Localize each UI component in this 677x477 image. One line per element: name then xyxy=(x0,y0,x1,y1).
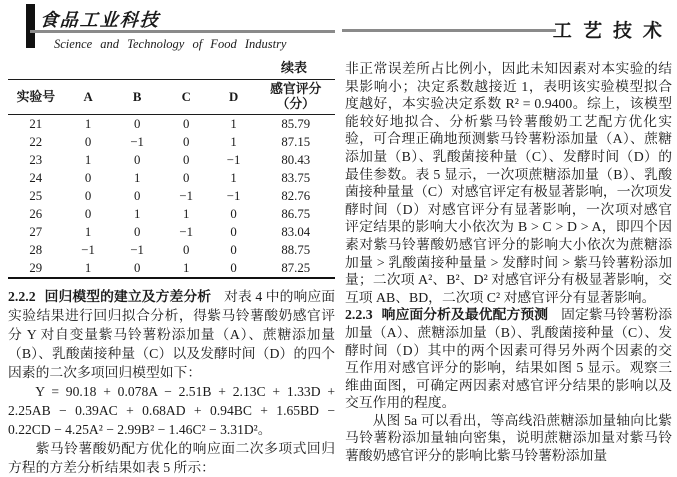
section-body-text: 固定紫马铃薯粉添加量（A）、蔗糖添加量（B）、乳酸菌接种量（C）、发酵时间（D）其中的两个因素可得另外两个因素的交互作用对感官评分的影响，结果如图 5 显示。观察三维曲面图，可确定两因素对感官评分结果的影响以及交互作用的程度。 xyxy=(345,307,673,411)
table-cell: 22 xyxy=(29,135,43,149)
table-cell: 1 xyxy=(230,171,237,185)
section-2-2-2-paragraph xyxy=(8,287,335,382)
table-cell: 0 xyxy=(230,261,237,275)
table-cell: 21 xyxy=(29,117,43,131)
table-row xyxy=(8,241,335,259)
table-cell: 28 xyxy=(29,243,43,257)
column-header: B xyxy=(132,89,142,104)
table-row xyxy=(8,151,335,169)
table-cell: 1 xyxy=(84,153,92,167)
section-body-text: 对表 4 中的响应面实验结果进行回归拟合分析，得紫马铃薯酸奶感官评分 Y 对自变量紫马铃薯粉添加量（A）、蔗糖添加量（B）、乳酸菌接种量（C）以及发酵时间（D）的四个因素的二次多项回归模型如下： xyxy=(8,289,336,380)
table-cell: 27 xyxy=(29,225,43,239)
table-cell: −1 xyxy=(81,243,95,257)
table-continued-label: 续表 xyxy=(280,60,307,75)
table-cell: 0 xyxy=(133,117,141,131)
table-row xyxy=(8,223,335,241)
table-cell: 86.75 xyxy=(281,207,311,221)
table-cell: 0 xyxy=(182,117,190,131)
table-cell: 0 xyxy=(133,261,141,275)
table-row xyxy=(8,133,335,151)
table-cell: 1 xyxy=(84,225,92,239)
regression-formula: Y = 90.18 + 0.078A − 2.51B + 2.13C + 1.33D + 2.25AB − 0.39AC + 0.68AD + 0.94BC + 1.65BD − 0.22CD − 4.25A² − 2.99B² − 1.46C² − 3.31D²。 xyxy=(8,384,335,437)
table-row xyxy=(8,259,335,278)
section-number: 2.2.3 xyxy=(345,307,373,323)
table-cell: 1 xyxy=(230,135,237,149)
left-column xyxy=(8,60,335,477)
masthead-rule-left xyxy=(30,30,335,33)
table-cell: 0 xyxy=(84,207,92,221)
table-cell: 1 xyxy=(84,261,92,275)
section-2-2-3-paragraph xyxy=(345,306,672,412)
table-cell: 0 xyxy=(182,171,190,185)
table-cell: 87.25 xyxy=(281,261,311,275)
table-cell: 82.76 xyxy=(281,189,311,203)
table-cell: −1 xyxy=(130,243,144,257)
table-cell: 26 xyxy=(29,207,43,221)
table-cell: 24 xyxy=(29,171,43,185)
table-cell: 1 xyxy=(133,171,141,185)
table-cell: 0 xyxy=(84,189,92,203)
table-cell: 0 xyxy=(84,135,92,149)
column-header: C xyxy=(181,89,191,104)
table-cell: −1 xyxy=(130,135,144,149)
table-cell: 0 xyxy=(182,243,190,257)
table-cell: 0 xyxy=(182,153,190,167)
table-cell: 1 xyxy=(182,261,190,275)
table-cell: 80.43 xyxy=(281,153,311,167)
table-row xyxy=(8,205,335,223)
table-cell: 87.15 xyxy=(281,135,311,149)
table-cell: 1 xyxy=(133,207,141,221)
table-row xyxy=(8,115,335,134)
section-label: 工艺技术 xyxy=(552,21,674,42)
masthead-rule-right xyxy=(342,29,556,32)
table-cell: 29 xyxy=(29,261,43,275)
table-cell: 85.79 xyxy=(281,117,311,131)
table-cell: 0 xyxy=(133,153,141,167)
journal-name-english: Science and Technology of Food Industry xyxy=(54,37,287,51)
column-header: 感官评分（分） xyxy=(270,82,322,111)
table-row xyxy=(8,169,335,187)
table-cell: 83.75 xyxy=(281,171,311,185)
column-header: D xyxy=(228,89,239,104)
table-header-row xyxy=(8,80,335,115)
table-cell: 0 xyxy=(133,189,141,203)
table-cell: −1 xyxy=(179,189,193,203)
table-cell: 0 xyxy=(230,225,237,239)
section-title: 回归模型的建立及方差分析 xyxy=(44,289,212,304)
table-cell: 88.75 xyxy=(281,243,311,257)
table-cell: 0 xyxy=(182,135,190,149)
table-cell: 83.04 xyxy=(281,225,311,239)
experiment-results-table xyxy=(8,79,335,279)
table-header xyxy=(8,80,335,115)
table-cell: −1 xyxy=(179,225,193,239)
table-cell: 1 xyxy=(84,117,92,131)
anova-intro-paragraph: 紫马铃薯酸奶配方优化的响应面二次多项式回归方程的方差分析结果如表 5 所示： xyxy=(8,441,335,475)
section-title: 响应面分析及最优配方预测 xyxy=(381,307,549,323)
table-cell: 25 xyxy=(29,189,43,203)
model-fit-paragraph: 非正常误差所占比例小，因此未知因素对本实验的结果影响小；决定系数越接近 1，表明该实验模型拟合度越好，本实验决定系数 R² = 0.9400。综上，该模型能较好地拟合、分析紫马铃薯酸奶工艺配方优化实验，可合理正确地预测紫马铃薯粉添加量（A）、蔗糖添加量（B）、乳酸菌接种量（C）、发酵时间（D）的最佳参数。表 5 显示，一次项蔗糖添加量（B）、乳酸菌接种量量（C）对感官评定有极显著影响，一次项发酵时间（D）对感官评分有显著影响，一次项对感官评定结果的影响大小依次为 B > C > D > A，即四个因素对紫马铃薯酸奶感官评分的影响大小依次为蔗糖添加量 > 乳酸菌接种量量 > 发酵时间 > 紫马铃薯粉添加量；二次项 A²、B²、D² 对感官评分有极显著影响，交互项 AB、BD，二次项 C² 对感官评分有显著影响。 xyxy=(345,61,672,305)
table-cell: 0 xyxy=(230,243,237,257)
right-column xyxy=(345,60,672,465)
table-cell: 23 xyxy=(29,153,43,167)
column-header: 实验号 xyxy=(16,89,55,104)
table-cell: −1 xyxy=(226,153,241,167)
table-cell: 1 xyxy=(230,117,237,131)
table-row xyxy=(8,187,335,205)
journal-logo: 食品工业科技 xyxy=(39,10,161,30)
masthead xyxy=(0,0,677,58)
logo-bar xyxy=(26,4,35,48)
column-header: A xyxy=(83,89,93,104)
table-cell: 1 xyxy=(182,207,190,221)
table-cell: −1 xyxy=(226,189,241,203)
figure-5a-analysis-paragraph: 从图 5a 可以看出，等高线沿蔗糖添加量轴向比紫马铃薯粉添加量轴向密集，说明蔗糖添加量对紫马铃薯酸奶感官评分的影响比紫马铃薯粉添加量 xyxy=(345,412,672,464)
table-cell: 0 xyxy=(230,207,237,221)
table-cell: 0 xyxy=(133,225,141,239)
table-body xyxy=(8,115,335,279)
table-cell: 0 xyxy=(84,171,92,185)
section-number: 2.2.2 xyxy=(8,289,36,304)
